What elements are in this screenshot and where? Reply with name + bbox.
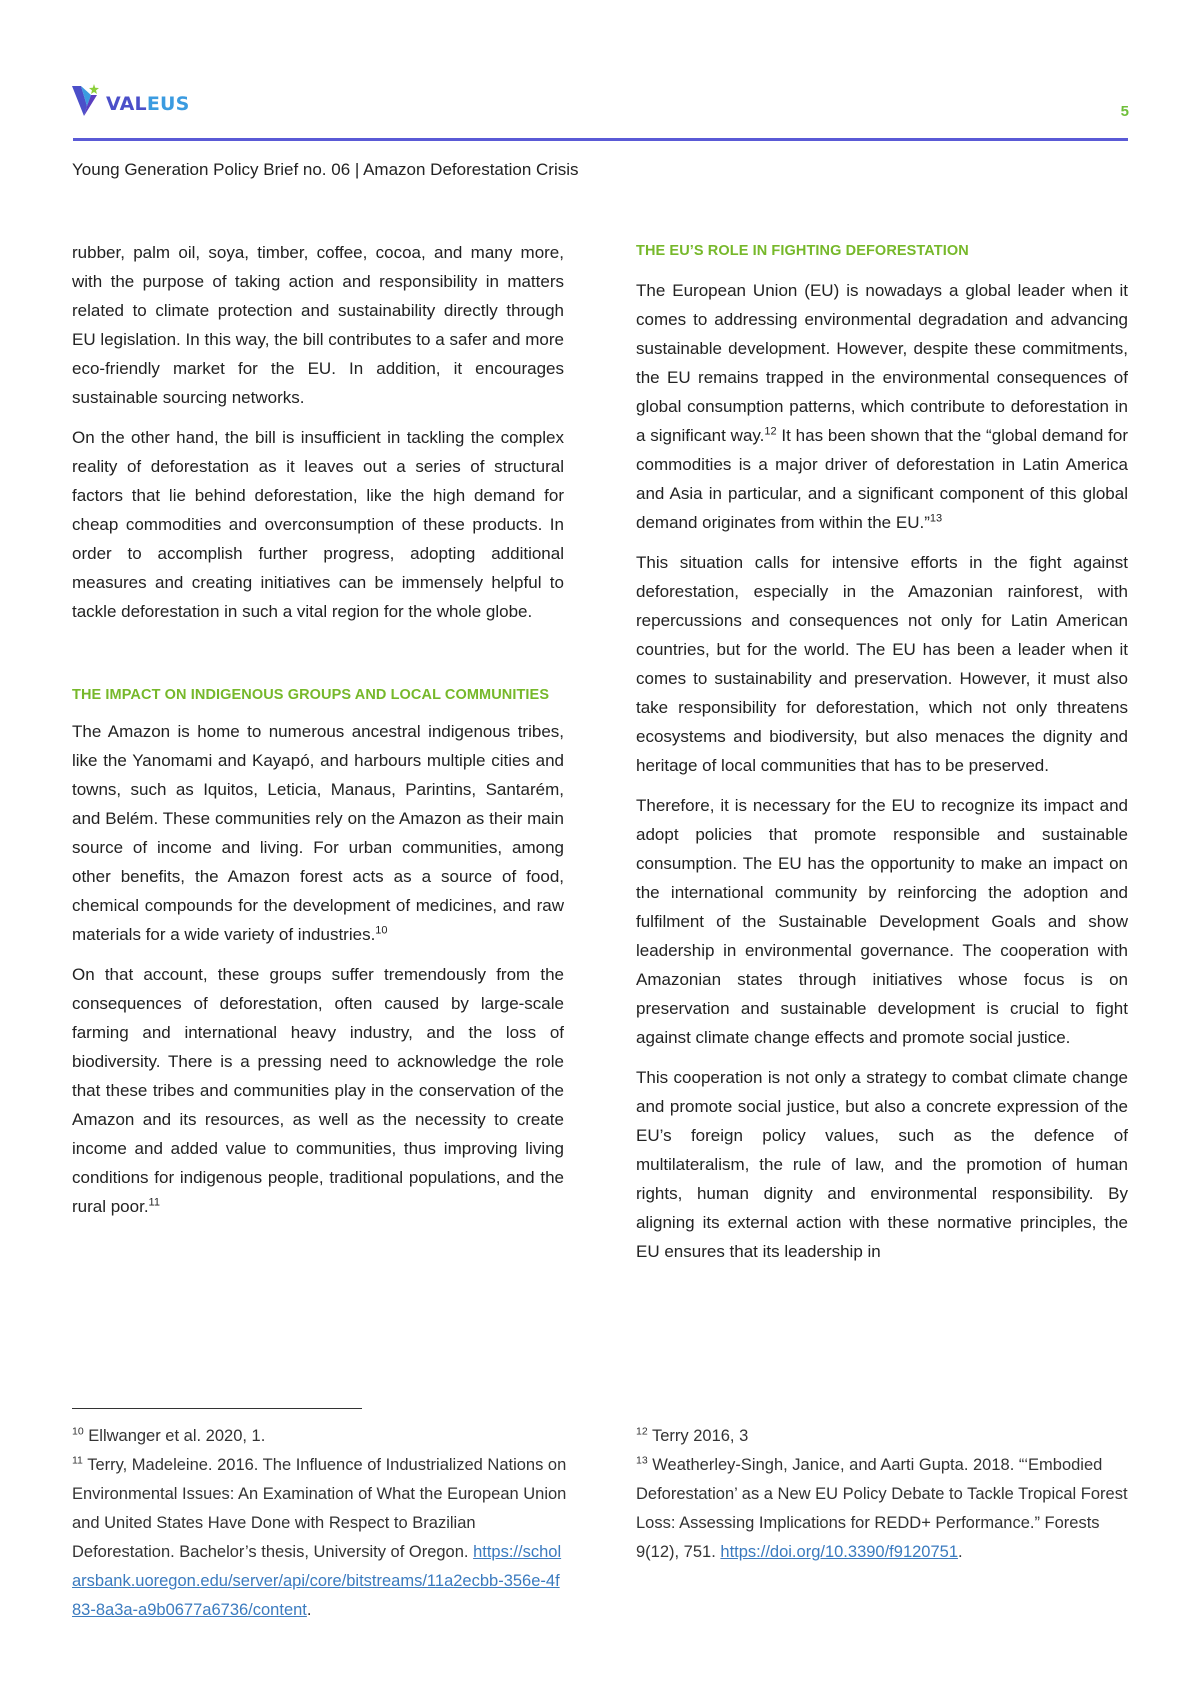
valeus-v-icon: [70, 82, 104, 120]
paragraph: On that account, these groups suffer tremendously from the consequences of deforestation, often caused by large-scale farming and international heavy industry, and the loss of biodiversity. There is a pressing need to acknowledge the role that these tribes and communities play in the conservation of the Amazon and its resources, as well as the necessity to create income and added value to communities, thus improving living conditions for indigenous people, traditional populations, and the rural poor.$^{11}$: [72, 965, 564, 1216]
footnote-11: $^{11}$ Terry, Madeleine. 2016. The Influence of Industrialized Nations on Environmental Issues: An Examination of What the European Union and United States Have Done with Respect to Brazilian Deforestation. Bachelor’s thesis, University of Oregon. https://scholarsbank.uoregon.edu/server/api/core/bitstreams/11a2ecbb-356e-4f83-8a3a-a9b0677a6736/content.: [72, 1454, 567, 1619]
footnote-13: $^{13}$ Weatherley-Singh, Janice, and Aarti Gupta. 2018. “‘Embodied Deforestation’ as a New EU Policy Debate to Tackle Tropical Forest Loss: Assessing Implications for REDD+ Performance.” Forests 9(12), 751. https://doi.org/10.3390/f9120751.: [636, 1454, 1128, 1561]
footnote-12: $^{12}$ Terry 2016, 3: [636, 1425, 749, 1445]
footnotes-right: [636, 1422, 1131, 1567]
page-number: 5: [1120, 103, 1129, 120]
paragraph: rubber, palm oil, soya, timber, coffee, cocoa, and many more, with the purpose of taking action and responsibility in matters related to climate protection and sustainability directly through EU legislation. In this way, the bill contributes to a safer and more eco-friendly market for the EU. In addition, it encourages sustainable sourcing networks.: [72, 243, 564, 407]
footnote-ref[interactable]: 10: [375, 924, 388, 937]
right-column: [636, 238, 1128, 1277]
paragraph: Therefore, it is necessary for the EU to recognize its impact and adopt policies that promote responsible and sustainable consumption. The EU has the opportunity to make an impact on the international community by reinforcing the adoption and fulfilment of the Sustainable Development Goals and show leadership in environmental governance. The cooperation with Amazonian states through initiatives whose focus is on preservation and sustainable development is crucial to fight against climate change effects and promote social justice.: [636, 796, 1128, 1047]
footnote-link[interactable]: https://scholarsbank.uoregon.edu/server/api/core/bitstreams/11a2ecbb-356e-4f83-8a3a-a9b0677a6736/content: [72, 1543, 562, 1619]
footnote-divider: [72, 1408, 362, 1409]
footnote-10: $^{10}$ Ellwanger et al. 2020, 1.: [72, 1425, 266, 1445]
footnote-ref[interactable]: 11: [148, 1196, 160, 1209]
paragraph: This situation calls for intensive efforts in the fight against deforestation, especially in the Amazonian rainforest, with repercussions and consequences not only for Latin American countries, but for the world. The EU has been a leader when it comes to sustainability and preservation. However, it must also take responsibility for deforestation, which not only threatens ecosystems and biodiversity, but also menaces the dignity and heritage of local communities that has to be preserved.: [636, 553, 1128, 775]
section-heading: THE EU’S ROLE IN FIGHTING DEFORESTATION: [636, 243, 969, 259]
document-title: Young Generation Policy Brief no. 06 | Amazon Deforestation Crisis: [72, 160, 579, 179]
footnote-ref[interactable]: 12: [764, 425, 777, 438]
valeus-logo: [70, 82, 190, 120]
paragraph: This cooperation is not only a strategy to combat climate change and promote social justice, but also a concrete expression of the EU’s foreign policy values, such as the defence of multilateralism, the rule of law, and the promotion of human rights, human dignity and environmental responsibility. By aligning its external action with these normative principles, the EU ensures that its leadership in: [636, 1068, 1128, 1261]
logo-wordmark: VALEUS: [106, 93, 190, 115]
footnote-ref[interactable]: 13: [929, 512, 943, 525]
section-heading: THE IMPACT ON INDIGENOUS GROUPS AND LOCAL COMMUNITIES: [72, 687, 550, 703]
footnotes-left: [72, 1422, 567, 1625]
left-column: [72, 238, 564, 1232]
footnote-link[interactable]: https://doi.org/10.3390/f9120751: [720, 1543, 958, 1561]
paragraph: The European Union (EU) is nowadays a global leader when it comes to addressing environmental degradation and advancing sustainable development. However, despite these commitments, the EU remains trapped in the environmental consequences of global consumption patterns, which contribute to deforestation in a significant way.$^{12}$ It has been shown that the “global demand for commodities is a major driver of deforestation in Latin America and Asia in particular, and a significant component of this global demand originates from within the EU.”$^{13}$: [636, 281, 1128, 532]
paragraph: On the other hand, the bill is insufficient in tackling the complex reality of deforestation as it leaves out a series of structural factors that lie behind deforestation, like the high demand for cheap commodities and overconsumption of these products. In order to accomplish further progress, adopting additional measures and creating initiatives can be immensely helpful to tackle deforestation in such a vital region for the whole globe.: [72, 428, 564, 621]
paragraph: The Amazon is home to numerous ancestral indigenous tribes, like the Yanomami and Kayapó, and harbours multiple cities and towns, such as Iquitos, Leticia, Manaus, Parintins, Santarém, and Belém. These communities rely on the Amazon as their main source of income and living. For urban communities, among other benefits, the Amazon forest acts as a source of food, chemical compounds for the development of medicines, and raw materials for a wide variety of industries.$^{10}$: [72, 722, 564, 944]
header-divider: [73, 138, 1128, 141]
